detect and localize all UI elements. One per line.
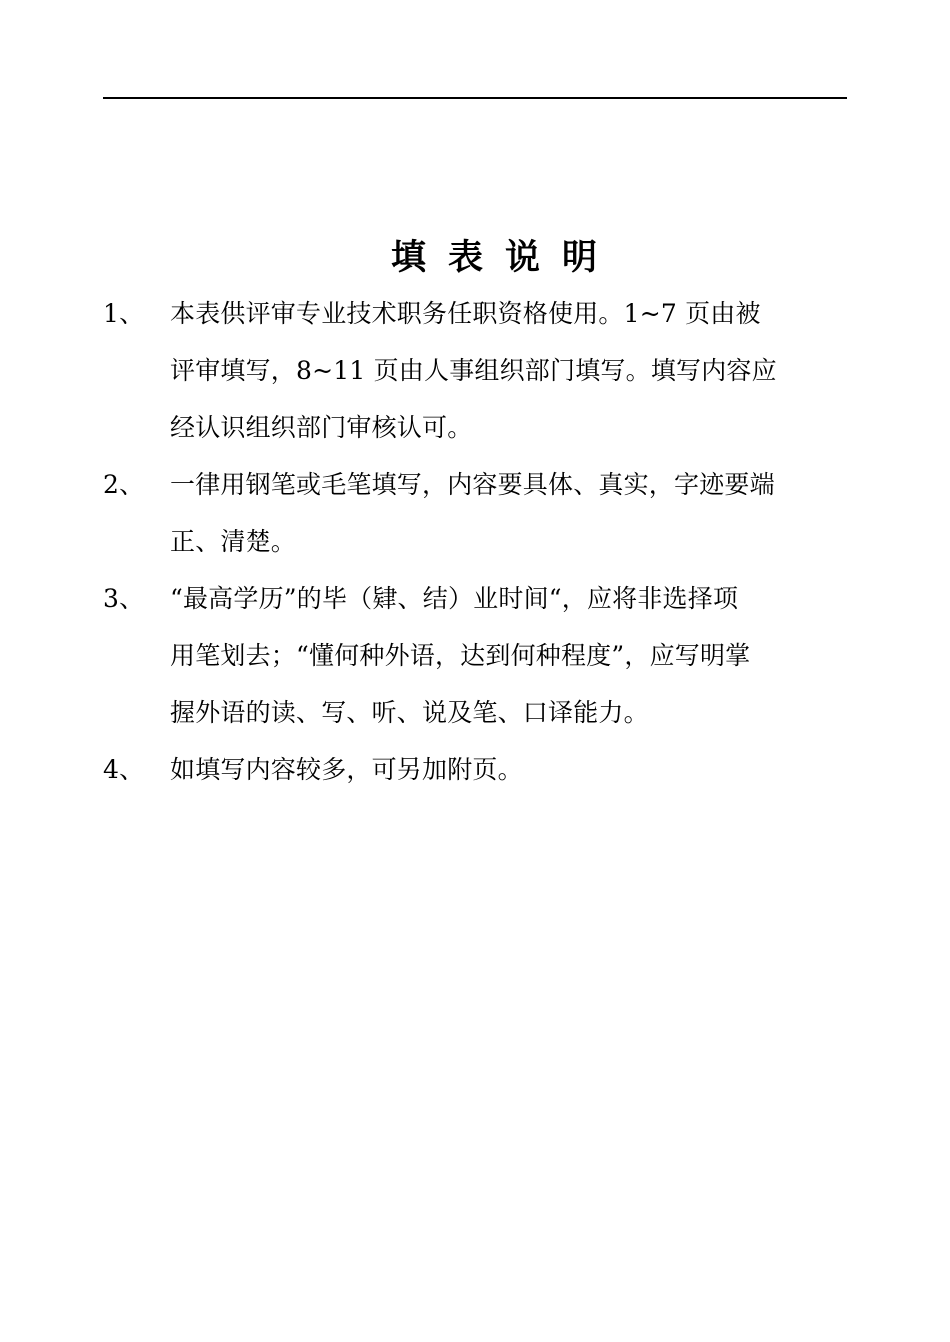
instruction-text-line: 本表供评审专业技术职务任职资格使用。1~7 页由被 <box>170 299 761 328</box>
instruction-text-line: 评审填写，8~11 页由人事组织部门填写。填写内容应 <box>170 356 777 385</box>
header-rule <box>103 97 847 99</box>
instruction-item-2 <box>103 456 847 570</box>
instruction-item-3 <box>103 570 847 741</box>
instruction-number: 3、 <box>103 584 145 613</box>
instruction-number: 2、 <box>103 470 145 499</box>
instruction-text-line: 经认识组织部门审核认可。 <box>170 413 473 442</box>
instruction-text-line: 握外语的读、写、听、说及笔、口译能力。 <box>170 698 649 727</box>
instruction-item-1 <box>103 285 847 456</box>
instruction-number: 1、 <box>103 299 145 328</box>
instruction-text-line: “最高学历”的毕（肄、结）业时间“，应将非选择项 <box>170 584 739 613</box>
instruction-text-line: 一律用钢笔或毛笔填写，内容要具体、真实，字迹要端 <box>170 470 775 499</box>
instruction-number: 4、 <box>103 755 145 784</box>
instruction-text-line: 正、清楚。 <box>170 527 297 556</box>
instruction-text-line: 用笔划去；“懂何种外语，达到何种程度”，应写明掌 <box>170 641 751 670</box>
instruction-item-4 <box>103 741 847 798</box>
page-title: 填表说明 <box>390 237 619 278</box>
instructions-list <box>103 285 847 798</box>
instruction-text-line: 如填写内容较多，可另加附页。 <box>170 755 523 784</box>
